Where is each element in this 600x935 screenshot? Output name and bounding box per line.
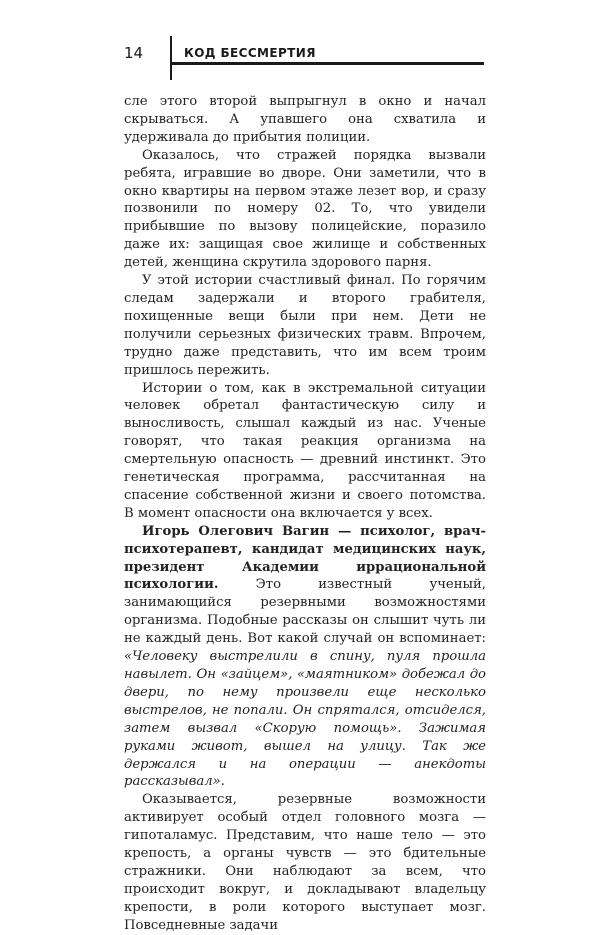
header-vertical-divider	[170, 36, 172, 80]
body-text	[124, 93, 486, 935]
quote: «Человеку выстрелили в спину, пуля прошла навылет. Он «зайцем», «маятником» добежал до двери, по нему произвели еще несколько выстрелов, не попали. Он спрятался, отсиделся, затем вызвал «Скорую помощь». Зажимая руками живот, вышел на улицу. Так же держался и на операции — анекдоты рассказывал»	[124, 649, 486, 790]
running-title: КОД БЕССМЕРТИЯ	[184, 46, 316, 60]
paragraph-text: Оказывается, резервные возможности активирует особый отдел головного мозга — гипоталамус. Представим, что наше тело — это крепость, а органы чувств — это бдительные стражники. Они наблюдают за всем, что происходит вокруг, и докладывают владельцу крепости, в роли которого выступает мозг. Повседневные задачи	[124, 792, 486, 933]
paragraph-text: Истории о том, как в экстремальной ситуации человек обретал фантастическую силу и выносливость, слышал каждый из нас. Ученые говорят, что такая реакция организма на смертельную опасность — древний инстинкт. Это генетическая программа, рассчитанная на спасение собственной жизни и своего потомства. В момент опасности она включается у всех.	[124, 380, 486, 521]
paragraph-tail: .	[220, 774, 225, 790]
paragraph	[124, 523, 486, 792]
page-header	[124, 34, 484, 82]
paragraph-text: Это известный ученый, занимающийся резервными возможностями организма. Подобные рассказы он слышит чуть ли не каждый день. Вот какой случай он вспоминает:	[124, 577, 486, 647]
paragraph	[124, 147, 486, 272]
header-horizontal-rule	[170, 62, 484, 65]
paragraph-text: У этой истории счастливый финал. По горячим следам задержали и второго грабителя, похищенные вещи были при нем. Дети не получили серьезных физических травм. Впрочем, трудно даже представить, что им всем троим пришлось пережить.	[124, 273, 486, 378]
paragraph	[124, 272, 486, 379]
paragraph	[124, 380, 486, 523]
page-number: 14	[124, 44, 144, 62]
paragraph-text: Оказалось, что стражей порядка вызвали ребята, игравшие во дворе. Они заметили, что в окно квартиры на первом этаже лезет вор, и сразу позвонили по номеру 02. То, что увидели прибывшие по вызову полицейские, поразило даже их: защищая свое жилище и собственных детей, женщина скрутила здорового парня.	[124, 147, 486, 271]
paragraph	[124, 791, 486, 934]
paragraph-text: сле этого второй выпрыгнул в окно и начал скрываться. А упавшего она схватила и удерживала до прибытия полиции.	[124, 94, 486, 145]
paragraph	[124, 93, 486, 147]
expert-name: Игорь Олегович Вагин — психолог, врач-психотерапевт, кандидат медицинских наук, президент Академии иррациональной психологии.	[124, 523, 486, 593]
